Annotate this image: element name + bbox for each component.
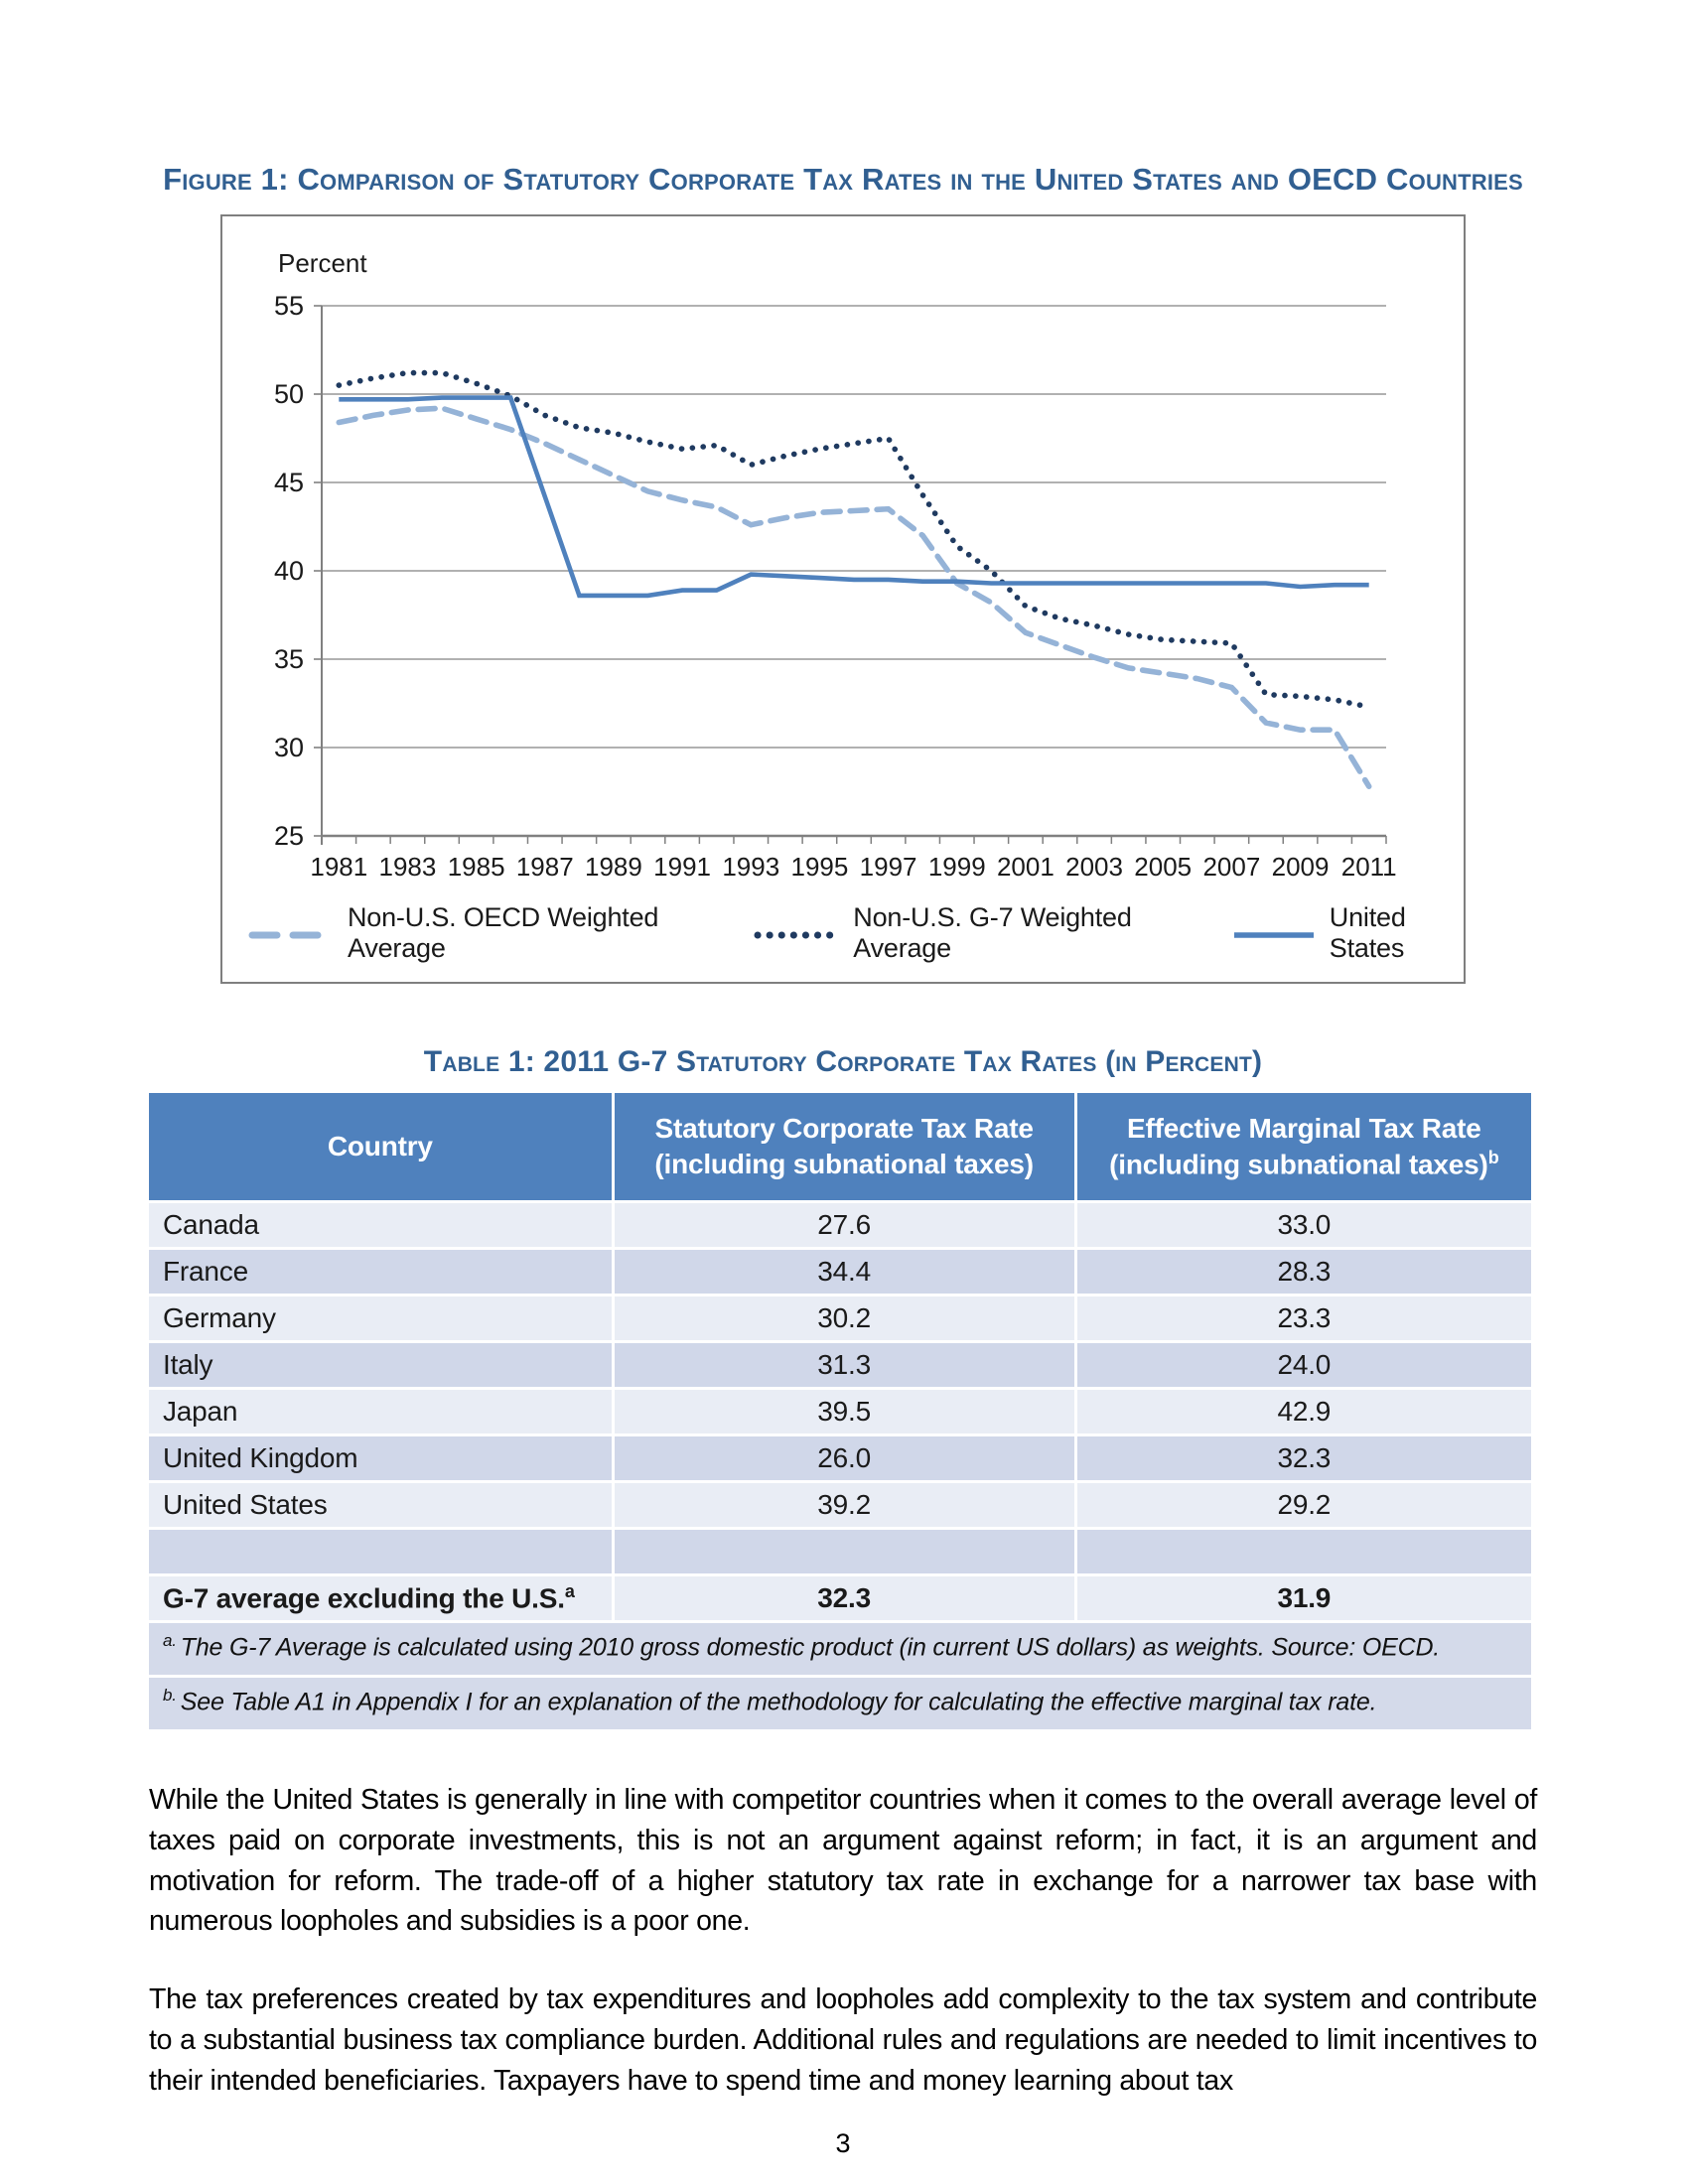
legend-label: United States [1329,902,1406,964]
series-line-dashed [339,408,1368,786]
cell-statutory: 31.3 [615,1343,1074,1387]
x-tick-label: 1991 [653,852,712,883]
cell-effective: 28.3 [1077,1250,1531,1294]
x-tick-label: 1993 [722,852,780,883]
table-row-empty [149,1530,1531,1573]
x-tick-label: 2007 [1202,852,1261,883]
cell-country: Germany [149,1297,612,1340]
header-statutory: Statutory Corporate Tax Rate (including subnational taxes) [615,1093,1074,1200]
x-tick-label: 1987 [515,852,574,883]
y-tick-label: 35 [273,644,304,675]
y-tick-label: 40 [273,556,304,587]
table-row [149,1297,1531,1340]
x-tick-label: 2005 [1134,852,1193,883]
legend-swatch-dotted-icon [754,918,841,949]
cell-statutory: 30.2 [615,1297,1074,1340]
cell-statutory: 34.4 [615,1250,1074,1294]
cell-effective: 42.9 [1077,1390,1531,1433]
header-effective [1077,1093,1531,1200]
legend-swatch-dashed-icon [248,918,336,949]
figure-box [220,214,1466,984]
cell-country: Italy [149,1343,612,1387]
line-chart [248,240,1410,887]
cell-statutory: 39.2 [615,1483,1074,1527]
cell-country: United Kingdom [149,1436,612,1480]
g7-average-label: G-7 average excluding the U.S. [163,1582,565,1614]
table-footnote-b [149,1678,1531,1729]
header-country: Country [149,1093,612,1200]
x-tick-label: 1999 [927,852,986,883]
table-row [149,1483,1531,1527]
y-tick-label: 50 [273,379,304,410]
table-row [149,1390,1531,1433]
x-tick-label: 1997 [859,852,917,883]
table-row [149,1343,1531,1387]
cell-effective: 32.3 [1077,1436,1531,1480]
cell-statutory [615,1530,1074,1573]
x-tick-label: 1981 [310,852,368,883]
series-line-dotted [339,373,1368,707]
cell-effective [1077,1530,1531,1573]
cell-country: Canada [149,1203,612,1247]
header-effective-superscript: b [1487,1147,1499,1167]
cell-effective: 29.2 [1077,1483,1531,1527]
x-tick-label: 1989 [585,852,642,883]
cell-effective: 24.0 [1077,1343,1531,1387]
y-tick-label: 45 [273,468,304,498]
footnote-a-marker: a. [163,1631,177,1651]
page-number: 3 [835,2128,851,2159]
x-tick-label: 1995 [790,852,849,883]
x-tick-label: 2009 [1271,852,1330,883]
table-header-row [149,1093,1531,1200]
footnote-a-text: The G-7 Average is calculated using 2010 gross domestic product (in current US dollars) as weights. Source: OECD. [180,1633,1441,1662]
legend-label: Non-U.S. OECD Weighted Average [348,902,659,964]
legend-item-oecd [248,902,714,964]
series-line-solid [339,398,1368,596]
table-row [149,1203,1531,1247]
cell-statutory: 27.6 [615,1203,1074,1247]
cell-country [149,1530,612,1573]
table-row-g7-average [149,1576,1531,1620]
y-tick-label: 30 [273,733,304,763]
x-tick-label: 1983 [378,852,437,883]
table-title: Table 1: 2011 G-7 Statutory Corporate Tax Rates (in Percent) [423,1045,1263,1079]
legend-item-us [1230,902,1464,964]
legend-swatch-solid-icon [1230,918,1318,949]
cell-statutory: 26.0 [615,1436,1074,1480]
cell-statutory: 32.3 [615,1576,1074,1620]
y-tick-label: 55 [273,291,304,322]
g7-tax-rates-table [146,1090,1534,1732]
chart-legend [248,902,1464,964]
y-axis-caption: Percent [278,248,367,279]
y-tick-label: 25 [273,821,304,852]
footnote-b-marker: b. [163,1686,177,1706]
table-footnote-a [149,1623,1531,1675]
x-tick-label: 2001 [996,852,1055,883]
x-tick-label: 2011 [1340,852,1397,883]
table-row [149,1250,1531,1294]
table-row [149,1436,1531,1480]
header-effective-label: Effective Marginal Tax Rate (including subnational taxes) [1109,1112,1488,1180]
cell-effective: 31.9 [1077,1576,1531,1620]
cell-country: Japan [149,1390,612,1433]
cell-effective: 33.0 [1077,1203,1531,1247]
cell-effective: 23.3 [1077,1297,1531,1340]
cell-country [149,1576,612,1620]
footnote-b-text: See Table A1 in Appendix I for an explanation of the methodology for calculating the effective marginal tax rate. [180,1688,1377,1716]
legend-item-g7 [754,902,1191,964]
x-tick-label: 2003 [1065,852,1123,883]
legend-label: Non-U.S. G-7 Weighted Average [853,902,1132,964]
body-paragraph-1: While the United States is generally in line with competitor countries when it comes to the overall average level of taxes paid on corporate investments, this is not an argument against reform; in fact, it is an argument and motivation for reform. The trade-off of a higher statutory tax rate in exchange for a narrower tax base with numerous loopholes and subsidies is a poor one. [149,1784,1537,1938]
cell-statutory: 39.5 [615,1390,1074,1433]
figure-title: Figure 1: Comparison of Statutory Corporate Tax Rates in the United States and OECD Countries [163,162,1523,197]
x-tick-label: 1985 [447,852,505,883]
g7-average-superscript: a [564,1581,575,1602]
body-paragraph-2: The tax preferences created by tax expenditures and loopholes add complexity to the tax system and contribute to a substantial business tax compliance burden. Additional rules and regulations are needed to limit incentives to their intended beneficiaries. Taxpayers have to spend time and money learning about tax [149,1983,1537,2097]
cell-country: France [149,1250,612,1294]
cell-country: United States [149,1483,612,1527]
